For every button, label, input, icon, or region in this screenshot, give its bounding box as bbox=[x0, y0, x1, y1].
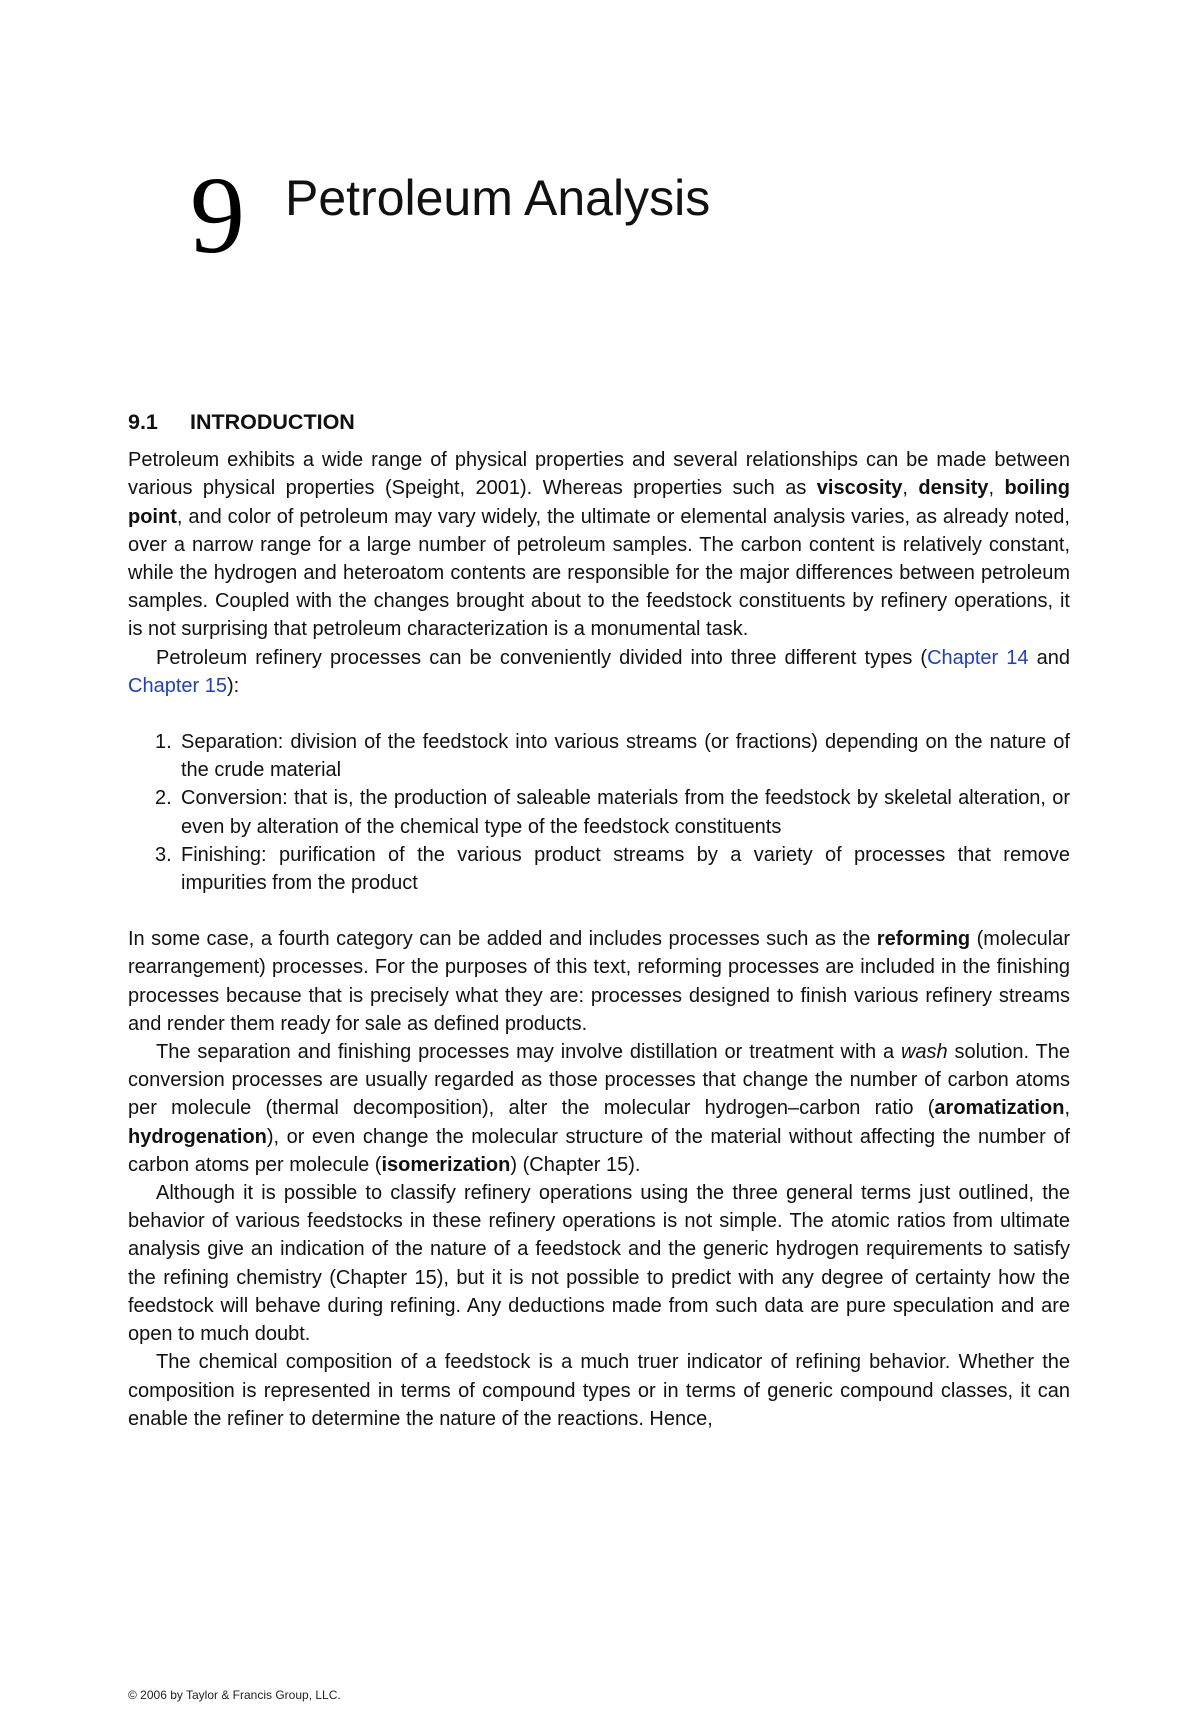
term-isomerization: isomerization bbox=[381, 1153, 511, 1176]
text-run: and bbox=[1028, 646, 1070, 669]
section-title: INTRODUCTION bbox=[190, 410, 355, 434]
term-hydrogenation: hydrogenation bbox=[128, 1125, 267, 1148]
list-item-text: Finishing: purification of the various product streams by a variety of processes that remove impurities from the product bbox=[181, 843, 1070, 895]
term-wash: wash bbox=[900, 1041, 948, 1064]
text-run: Petroleum exhibits a wide range of physical properties and several relationships can be made between various physical properties (Speight, 2001). Whereas properties such as bbox=[128, 449, 1070, 500]
term-aromatization: aromatization bbox=[934, 1097, 1065, 1120]
term-reforming: reforming bbox=[876, 928, 971, 951]
text-run: (molecular rearrangement) processes. For the purposes of this text, reforming processes are included in the finishing processes because that is precisely what they are: processes designed to finish various refinery streams and render them ready for sale as defined products. bbox=[128, 928, 1070, 1035]
list-item bbox=[128, 841, 1070, 897]
copyright-footer: © 2006 by Taylor & Francis Group, LLC. bbox=[128, 1688, 341, 1702]
term-boiling-point: boiling point bbox=[128, 477, 1070, 528]
term-density: density bbox=[918, 477, 989, 500]
chapter-15-link[interactable]: Chapter 15 bbox=[128, 674, 227, 697]
paragraph-2 bbox=[128, 644, 1070, 700]
text-run: ), or even change the molecular structure of the material without affecting the number of carbon atoms per molecule ( bbox=[128, 1125, 1070, 1176]
section-number: 9.1 bbox=[128, 410, 158, 434]
chapter-number: 9 bbox=[190, 154, 245, 276]
paragraph-1 bbox=[128, 446, 1070, 643]
page-body bbox=[128, 408, 1070, 1433]
text-run: ) (Chapter 15). bbox=[510, 1153, 641, 1176]
list-item bbox=[128, 728, 1070, 784]
text-run: , bbox=[902, 477, 919, 500]
process-type-list bbox=[128, 728, 1070, 897]
text-run: solution. The conversion processes are usually regarded as those processes that change the number of carbon atoms per molecule (thermal decomposition), alter the molecular hydrogen–carbon ratio ( bbox=[128, 1041, 1070, 1120]
paragraph-6: The chemical composition of a feedstock is a much truer indicator of refining behavior. Whether the composition is represented in terms of compound types or in terms of generic compound classes, it can enable the refiner to determine the nature of the reactions. Hence, bbox=[128, 1351, 1070, 1430]
paragraph-5: Although it is possible to classify refinery operations using the three general terms just outlined, the behavior of various feedstocks in these refinery operations is not simple. The atomic ratios from ultimate analysis give an indication of the nature of a feedstock and the generic hydrogen requirements to satisfy the refining chemistry (Chapter 15), but it is not possible to predict with any degree of certainty how the feedstock will behave during refining. Any deductions made from such data are pure speculation and are open to much doubt. bbox=[128, 1182, 1070, 1346]
chapter-14-link[interactable]: Chapter 14 bbox=[927, 646, 1029, 669]
list-item bbox=[128, 784, 1070, 840]
text-run: ): bbox=[226, 674, 240, 697]
text-run: , bbox=[1064, 1097, 1070, 1120]
text-run: The separation and finishing processes may involve distillation or treatment with a bbox=[156, 1041, 901, 1064]
paragraph-3 bbox=[128, 925, 1070, 1038]
term-viscosity: viscosity bbox=[816, 477, 903, 500]
list-number: 3. bbox=[155, 843, 172, 866]
text-run: In some case, a fourth category can be added and includes processes such as the bbox=[128, 928, 877, 951]
list-item-text: Separation: division of the feedstock into various streams (or fractions) depending on the nature of the crude material bbox=[181, 731, 1070, 782]
paragraph-4 bbox=[128, 1038, 1070, 1179]
section-heading bbox=[128, 408, 1070, 436]
list-number: 1. bbox=[155, 731, 172, 754]
text-run: , bbox=[988, 477, 1005, 500]
chapter-title: Petroleum Analysis bbox=[285, 170, 711, 226]
list-item-text: Conversion: that is, the production of saleable materials from the feedstock by skeletal alteration, or even by alteration of the chemical type of the feedstock constituents bbox=[181, 787, 1070, 838]
list-number: 2. bbox=[155, 787, 172, 810]
text-run: Petroleum refinery processes can be conveniently divided into three different types ( bbox=[156, 646, 928, 669]
text-run: , and color of petroleum may vary widely, the ultimate or elemental analysis varies, as already noted, over a narrow range for a large number of petroleum samples. The carbon content is relatively constant, while the hydrogen and heteroatom contents are responsible for the major differences between petroleum samples. Coupled with the changes brought about to the feedstock constituents by refinery operations, it is not surprising that petroleum characterization is a monumental task. bbox=[128, 505, 1070, 641]
